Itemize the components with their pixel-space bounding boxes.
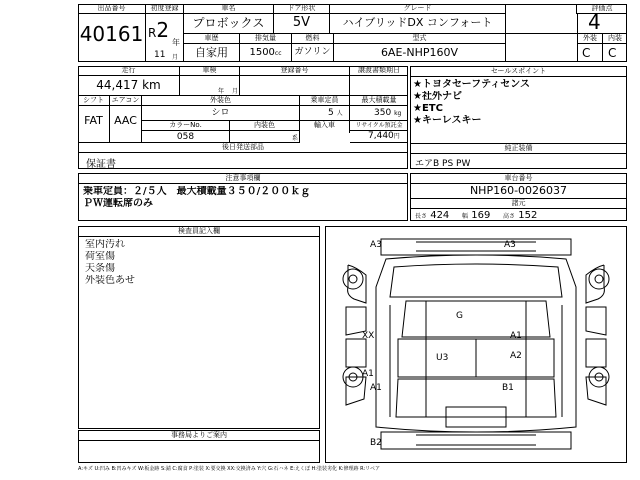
- recycle-label: リサイクル預託金: [350, 121, 408, 131]
- chassis-box: [410, 173, 627, 221]
- load: 350 kg: [374, 108, 402, 118]
- grade-cell: [330, 4, 506, 34]
- mileage-label: 走行: [78, 66, 179, 76]
- dims: 長さ 424 幅 169 高さ 152: [415, 210, 538, 221]
- damage-legend: A:キズ U:凹み B:凹みキズ W:板金跡 S:錆 C:腐食 P:塗装 X:要交換 XX:交換済み Y:穴 G:石ハネ E:えくぼ H:塗装劣化 K:修理跡 R:リペア: [78, 466, 381, 472]
- after-parts: 保証書: [86, 159, 116, 170]
- damage-a1-right: A1: [510, 331, 522, 341]
- import-label: 輸入車: [314, 121, 335, 129]
- first-reg-cell: [146, 4, 184, 62]
- car-name-label: 車名: [184, 4, 273, 14]
- int-color-label: 内装色: [230, 121, 299, 131]
- reg-status-cell: [350, 66, 408, 96]
- door-cell: [274, 4, 330, 34]
- after-parts-label: 後日発送部品: [78, 143, 408, 153]
- recycle: 7,440円: [368, 131, 400, 141]
- int-label: 内装: [602, 34, 627, 44]
- fuel-label: 燃料: [292, 34, 333, 44]
- category-label: 車歴: [184, 34, 239, 44]
- model-label: 型式: [334, 34, 505, 44]
- insp-month-unit: 月: [232, 88, 239, 95]
- reg-no-cell: [240, 66, 350, 96]
- office-box: [78, 430, 320, 463]
- sales-points-label: セールスポイント: [411, 67, 626, 77]
- sales-points-list: [411, 77, 626, 127]
- lot-number: 40161: [79, 22, 144, 46]
- inspection-line: 天条傷: [85, 263, 115, 274]
- month-unit: 月: [172, 54, 179, 61]
- inspection-line: 室内汚れ: [85, 239, 125, 250]
- door: 5V: [292, 15, 311, 30]
- ext-grade: C: [582, 46, 591, 60]
- chassis-label: 車台番号: [411, 174, 626, 184]
- color-label: 外装色: [142, 96, 299, 106]
- sales-point-item: ★社外ナビ: [413, 91, 462, 102]
- shift: FAT: [84, 114, 103, 127]
- shift-cell: [78, 96, 110, 143]
- ext-int-cell: [506, 34, 627, 62]
- recycle-cell: [350, 121, 408, 143]
- ext-label: 外装: [577, 34, 602, 44]
- score-label: 評価点: [576, 4, 627, 14]
- notes-label: 注意事項欄: [79, 174, 407, 184]
- inspection-line: 荷室傷: [85, 251, 115, 262]
- door-label: ドア形状: [274, 4, 329, 14]
- ac: AAC: [114, 114, 137, 127]
- notes-line: 乗車定員：２/５人 最大積載量３５０/２００ｋｇ: [83, 186, 311, 197]
- color: シロ: [211, 108, 230, 118]
- office-label: 事務局よりご案内: [79, 431, 319, 441]
- equipment-label: 純正装備: [411, 144, 626, 154]
- capacity: 5 人: [328, 108, 343, 118]
- load-cell: [350, 96, 408, 121]
- after-parts-cell: [78, 143, 408, 169]
- equipment-box: [410, 143, 627, 169]
- lot-cell: [78, 4, 146, 62]
- chassis-number: NHP160-0026037: [411, 184, 626, 199]
- equipment: エアB PS PW: [415, 159, 471, 169]
- displacement-cell: [240, 34, 292, 62]
- notes-box: [78, 173, 408, 221]
- damage-a2: A2: [510, 351, 522, 361]
- ext-int-divider: [602, 34, 603, 62]
- damage-g: G: [456, 311, 463, 321]
- capacity-label: 乗車定員: [300, 96, 349, 106]
- damage-u3: U3: [436, 353, 449, 363]
- score-cell: [506, 4, 627, 34]
- inspection-label: 車検: [180, 66, 239, 76]
- grade: ハイブリッドDX コンフォート: [342, 16, 493, 29]
- category: 自家用: [195, 46, 228, 59]
- reg-status-label: 譲渡書類期日: [350, 66, 408, 76]
- load-label: 最大積載量: [350, 96, 408, 106]
- model: 6AE-NHP160V: [380, 46, 459, 59]
- insp-year-unit: 年: [218, 88, 225, 95]
- displacement-label: 排気量: [240, 34, 291, 44]
- inspection-line: 外装色あせ: [85, 275, 135, 286]
- inspection-record-box: [78, 226, 320, 429]
- reg-no-label: 登録番号: [240, 66, 349, 76]
- car-diagram-box: [325, 226, 627, 463]
- displacement: 1500cc: [249, 47, 282, 58]
- sales-point-item: ★ETC: [413, 103, 443, 114]
- capacity-cell: [300, 96, 350, 121]
- damage-a3-left: A3: [370, 240, 382, 250]
- fuel-cell: [292, 34, 334, 62]
- damage-xx: XX: [362, 331, 375, 341]
- notes-line: ＰＷ運転席のみ: [83, 198, 153, 209]
- inspection-record-label: 検査員記入欄: [79, 227, 319, 237]
- color-no-label: カラーNo.: [142, 121, 229, 131]
- option-unit: 系: [292, 135, 299, 142]
- shift-label: シフト: [78, 96, 109, 106]
- model-cell: [334, 34, 506, 62]
- color-cell: [142, 96, 300, 121]
- inspection-cell: [180, 66, 240, 96]
- score: 4: [588, 10, 601, 34]
- category-cell: [184, 34, 240, 62]
- damage-b2: B2: [370, 438, 382, 448]
- first-reg-label: 初度登録: [146, 4, 183, 14]
- damage-a3-right: A3: [504, 240, 516, 250]
- sales-point-item: ★トヨタセーフティセンス: [413, 79, 530, 90]
- int-grade: C: [608, 46, 617, 60]
- car-diagram-icon: [326, 227, 626, 462]
- ac-label: エアコン: [111, 96, 140, 104]
- damage-a1-mid: A1: [362, 369, 374, 379]
- mileage: 44,417 km: [96, 78, 161, 92]
- car-name: プロボックス: [192, 16, 265, 30]
- dims-label: 諸元: [411, 199, 626, 209]
- year-unit: 年: [172, 38, 180, 47]
- mileage-cell: [78, 66, 180, 96]
- notes-text: [79, 184, 407, 212]
- import-cell: [300, 121, 350, 133]
- ac-cell: [110, 96, 142, 143]
- damage-a1-low: A1: [370, 383, 382, 393]
- car-name-cell: [184, 4, 274, 34]
- era: R2: [148, 18, 170, 42]
- sales-point-item: ★キーレスキー: [413, 115, 482, 126]
- color-no-cell: [142, 121, 230, 143]
- month: 11: [154, 50, 166, 60]
- damage-b1: B1: [502, 383, 514, 393]
- int-color-cell: [230, 121, 300, 143]
- inspection-record-text: [79, 237, 319, 289]
- fuel: ガソリン: [294, 47, 331, 57]
- grade-label: グレード: [330, 4, 505, 14]
- lot-label: 出品番号: [78, 4, 145, 14]
- color-no: 058: [176, 132, 195, 142]
